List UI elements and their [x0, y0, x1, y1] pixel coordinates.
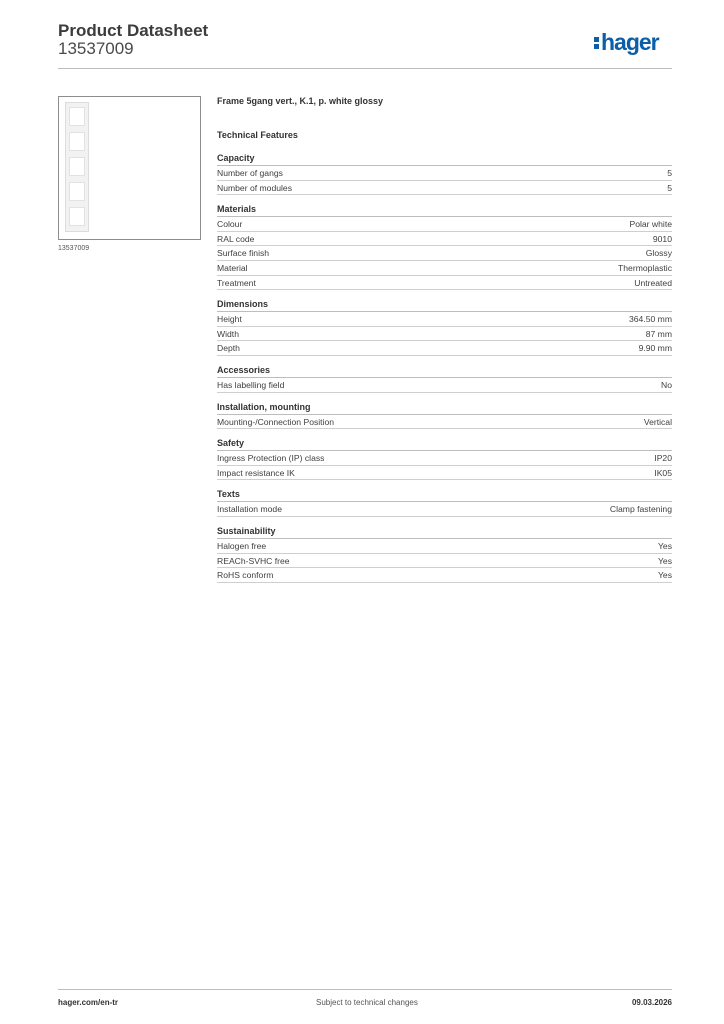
frame-cell	[69, 132, 85, 151]
spec-row	[217, 451, 672, 466]
section-title: Accessories	[217, 364, 672, 378]
header-divider	[58, 68, 672, 69]
spec-row	[217, 539, 672, 554]
spec-value: 5	[667, 168, 672, 178]
spec-row	[217, 246, 672, 261]
spec-label: RoHS conform	[217, 570, 274, 581]
image-caption: 13537009	[58, 245, 90, 252]
frame-cell	[69, 207, 85, 226]
spec-value: No	[661, 379, 672, 390]
spec-label: Treatment	[217, 277, 256, 288]
section-title: Capacity	[217, 152, 672, 166]
spec-row	[217, 554, 672, 569]
spec-row	[217, 415, 672, 430]
spec-label: Material	[217, 262, 248, 273]
footer-divider	[58, 989, 672, 990]
section-dimensions	[217, 298, 672, 356]
spec-row	[217, 341, 672, 356]
spec-value: 364.50 mm	[629, 314, 672, 325]
spec-value: Yes	[657, 570, 672, 581]
section-title: Dimensions	[217, 298, 672, 312]
logo-dots-icon	[594, 34, 600, 50]
spec-row	[217, 466, 672, 481]
logo-text: hager	[601, 29, 659, 55]
spec-label: Number of gangs	[217, 168, 283, 178]
footer-notice: Subject to technical changes	[316, 998, 418, 1007]
section-title: Installation, mounting	[217, 401, 672, 415]
feature-sections	[217, 152, 672, 583]
frame-cell	[69, 107, 85, 126]
section-materials	[217, 203, 672, 290]
spec-row	[217, 327, 672, 342]
spec-row	[217, 166, 672, 181]
spec-row	[217, 502, 672, 517]
spec-value: 9010	[652, 233, 672, 244]
product-number: 13537009	[58, 39, 134, 58]
spec-label: Ingress Protection (IP) class	[217, 453, 325, 464]
section-installation-mounting	[217, 401, 672, 430]
product-description: Frame 5gang vert., K.1, p. white glossy	[217, 96, 384, 106]
product-image	[58, 96, 201, 240]
spec-label: Halogen free	[217, 540, 267, 551]
spec-label: Height	[217, 314, 242, 325]
technical-features-title: Technical Features	[217, 130, 298, 140]
spec-label: REACh-SVHC free	[217, 555, 290, 566]
section-title: Texts	[217, 488, 672, 502]
frame-cell	[69, 157, 85, 176]
spec-label: Impact resistance IK	[217, 467, 295, 478]
section-title: Safety	[217, 437, 672, 451]
spec-label: Colour	[217, 219, 243, 230]
spec-value: 87 mm	[645, 328, 672, 339]
spec-row	[217, 181, 672, 196]
spec-value: Polar white	[629, 219, 672, 230]
footer-website-link[interactable]: hager.com/en-tr	[58, 998, 119, 1007]
spec-value: Glossy	[645, 248, 672, 259]
spec-value: Thermoplastic	[618, 262, 672, 273]
spec-value: 9.90 mm	[638, 343, 672, 354]
section-capacity	[217, 152, 672, 195]
spec-row	[217, 261, 672, 276]
spec-value: Clamp fastening	[609, 504, 672, 515]
spec-label: Has labelling field	[217, 379, 285, 390]
section-title: Materials	[217, 203, 672, 217]
spec-label: Installation mode	[217, 504, 282, 515]
spec-label: Surface finish	[217, 248, 270, 259]
brand-logo	[594, 27, 659, 57]
frame-cell	[69, 182, 85, 201]
spec-label: Width	[217, 328, 239, 339]
spec-label: Number of modules	[217, 182, 292, 193]
section-texts	[217, 488, 672, 517]
spec-value: IP20	[654, 453, 672, 464]
section-accessories	[217, 364, 672, 393]
section-title: Sustainability	[217, 525, 672, 539]
footer-date: 09.03.2026	[631, 998, 672, 1007]
spec-value: IK05	[654, 467, 672, 478]
spec-label: RAL code	[217, 233, 255, 244]
spec-row	[217, 217, 672, 232]
spec-row	[217, 378, 672, 393]
spec-row	[217, 312, 672, 327]
section-safety	[217, 437, 672, 480]
spec-row	[217, 568, 672, 583]
spec-row	[217, 232, 672, 247]
spec-label: Mounting-/Connection Position	[217, 416, 335, 427]
page-title: Product Datasheet	[58, 21, 209, 40]
spec-label: Depth	[217, 343, 240, 354]
spec-value: 5	[667, 182, 672, 193]
spec-value: Untreated	[634, 277, 672, 288]
section-sustainability	[217, 525, 672, 583]
spec-value: Vertical	[643, 416, 672, 427]
spec-row	[217, 276, 672, 291]
spec-value: Yes	[657, 540, 672, 551]
spec-value: Yes	[657, 555, 672, 566]
main-content	[217, 96, 672, 591]
frame-picture	[65, 102, 89, 232]
